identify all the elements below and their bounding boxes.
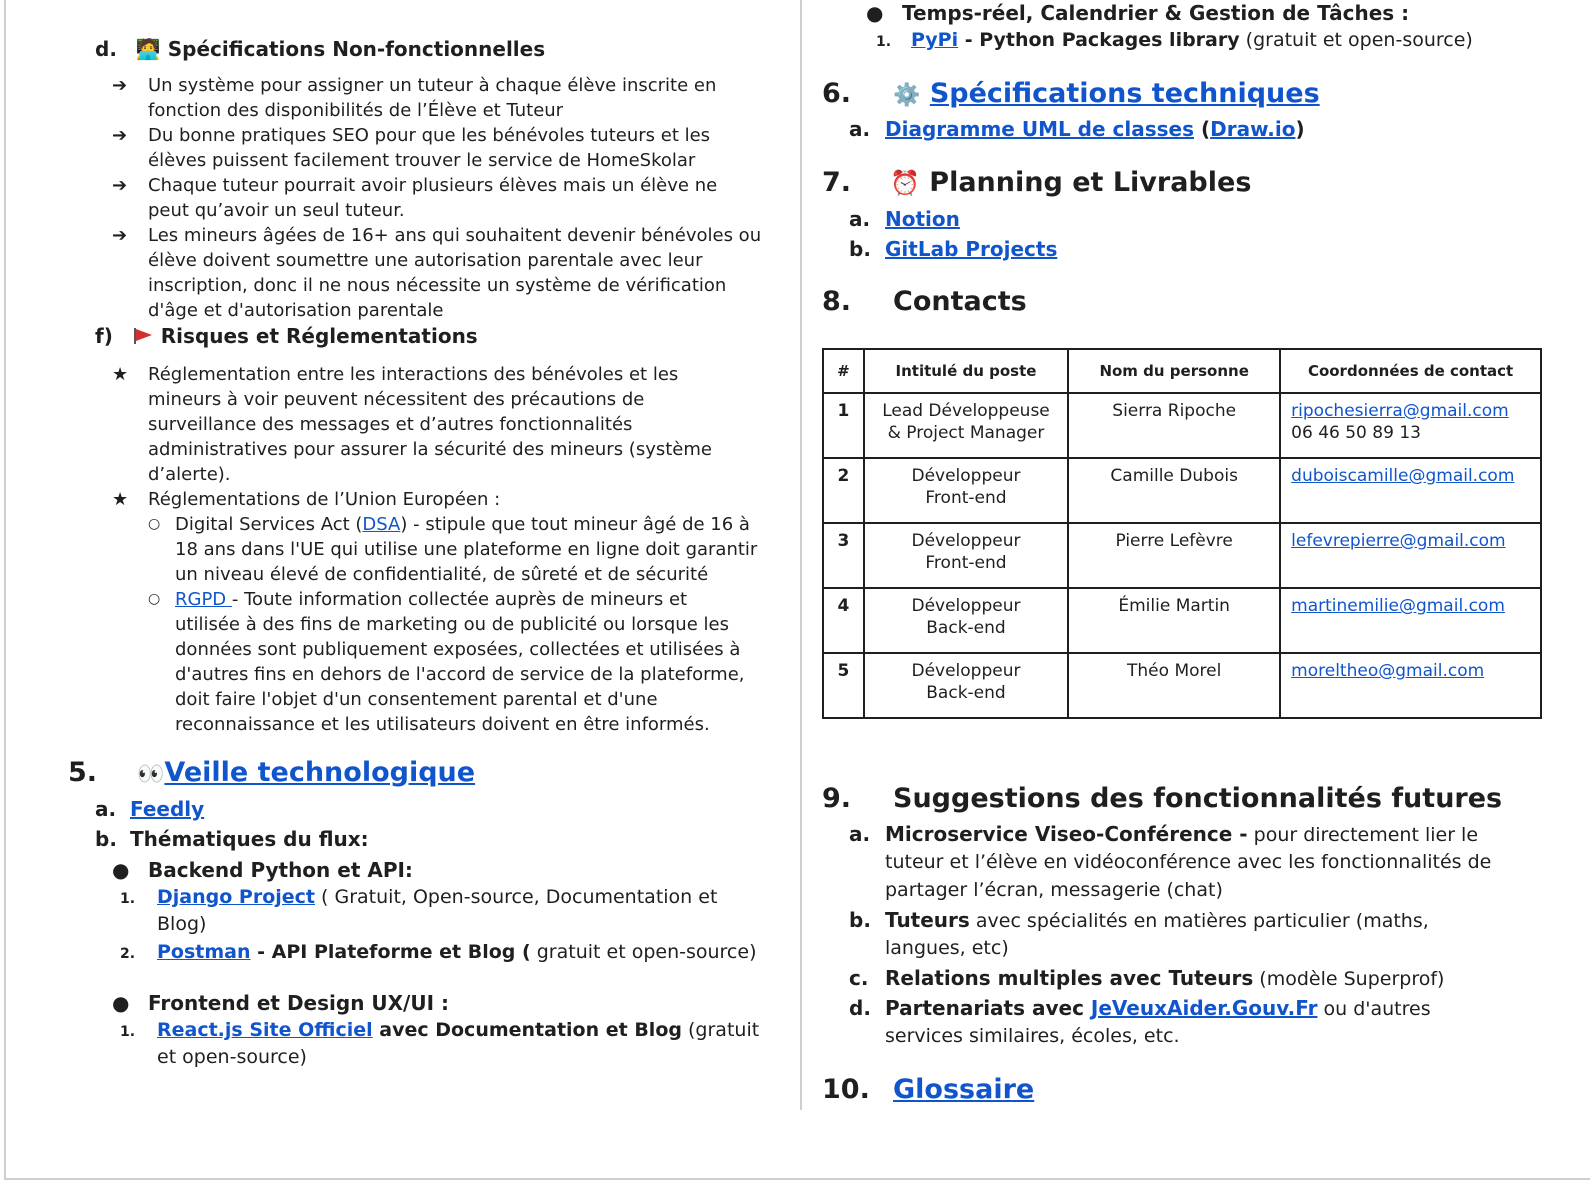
dsa-line-1: Digital Services Act (DSA) - stipule que tout mineur âgé de 16 à <box>175 514 750 535</box>
table-row <box>823 523 1541 588</box>
section-7-number: 7. <box>822 167 852 198</box>
circle-bullet-icon: ○ <box>148 591 161 607</box>
s7-b-marker: b. <box>849 237 871 261</box>
list-number-1: 1. <box>120 891 136 907</box>
role-cell: Développeur Front-end <box>864 458 1068 523</box>
rgpd-line-2: utilisée à des fins de marketing ou de publicité ou lorsque les <box>175 614 729 635</box>
email-link[interactable]: duboiscamille@gmail.com <box>1291 466 1515 486</box>
arrow-bullet-icon: ➔ <box>112 125 128 146</box>
nf-item-4-line-1: Les mineurs âgées de 16+ ans qui souhaitent devenir bénévoles ou <box>148 225 762 246</box>
contact-cell <box>1280 393 1541 458</box>
contact-cell <box>1280 653 1541 718</box>
nf-item-3-line-2: peut qu’avoir un seul tuteur. <box>148 200 405 221</box>
row-number: 5 <box>823 653 864 718</box>
contact-cell <box>1280 458 1541 523</box>
s9-c-marker: c. <box>849 966 869 990</box>
glossaire-link-wrap <box>893 1073 1034 1107</box>
alarm-clock-icon: ⏰ <box>890 169 920 197</box>
feedly-link-wrap <box>130 795 204 823</box>
name-cell: Sierra Ripoche <box>1068 393 1280 458</box>
realtime-title: Temps-réel, Calendrier & Gestion de Tâches : <box>902 1 1410 25</box>
react-line-1: React.js Site Officiel avec Documentation et Blog (gratuit <box>157 1019 760 1041</box>
s6-a-marker: a. <box>849 117 871 141</box>
backend-title: Backend Python et API: <box>148 858 413 882</box>
star-bullet-icon: ★ <box>112 364 129 385</box>
bullet-dot-icon: ● <box>112 991 130 1015</box>
jeveuxaider-link[interactable]: JeVeuxAider.Gouv.Fr <box>1090 996 1318 1020</box>
name-cell: Émilie Martin <box>1068 588 1280 653</box>
star-bullet-icon: ★ <box>112 489 129 510</box>
dsa-link[interactable]: DSA <box>362 514 401 535</box>
s9-a-marker: a. <box>849 822 871 846</box>
rgpd-line-5: doit faire l'objet d'un consentement parental et d'une <box>175 689 658 710</box>
s9-b-line-1: Tuteurs avec spécialités en matières particulier (maths, <box>885 908 1429 932</box>
section-6-heading <box>893 77 1320 113</box>
s9-d-line-2: services similaires, écoles, etc. <box>885 1025 1180 1047</box>
page-border-left <box>4 0 6 1180</box>
django-link[interactable]: Django Project <box>157 886 315 908</box>
list-number-2: 2. <box>120 946 136 962</box>
s9-a-line-3: partager l’écran, messagerie (chat) <box>885 879 1223 901</box>
email-link[interactable]: martinemilie@gmail.com <box>1291 596 1505 616</box>
subsection-f-title: Risques et Réglementations <box>160 324 478 348</box>
page-border-bottom <box>4 1178 1590 1180</box>
arrow-bullet-icon: ➔ <box>112 175 128 196</box>
s9-c-line: Relations multiples avec Tuteurs (modèle Superprof) <box>885 966 1445 990</box>
react-line-2: et open-source) <box>157 1046 307 1068</box>
s9-a-line-1: Microservice Viseo-Conférence - pour directement lier le <box>885 822 1479 846</box>
table-row <box>823 393 1541 458</box>
arrow-bullet-icon: ➔ <box>112 75 128 96</box>
row-number: 2 <box>823 458 864 523</box>
section-7-heading <box>890 166 1251 200</box>
arrow-bullet-icon: ➔ <box>112 225 128 246</box>
list-number-1: 1. <box>876 34 892 50</box>
bullet-dot-icon: ● <box>112 858 130 882</box>
s9-d-marker: d. <box>849 996 871 1020</box>
row-number: 4 <box>823 588 864 653</box>
role-cell: Développeur Front-end <box>864 523 1068 588</box>
subsection-d-title: Spécifications Non-fonctionnelles <box>167 37 546 61</box>
nf-item-4-line-3: inscription, donc il ne nous nécessite un système de vérification <box>148 275 727 296</box>
subsection-d-marker: d. <box>95 37 117 61</box>
rgpd-line-4: d'autres fins en dehors de l'accord de service de la plateforme, <box>175 664 745 685</box>
gear-icon: ⚙️ <box>893 83 921 108</box>
email-link[interactable]: ripochesierra@gmail.com <box>1291 401 1509 421</box>
table-row <box>823 458 1541 523</box>
s7-a-marker: a. <box>849 207 871 231</box>
name-cell: Camille Dubois <box>1068 458 1280 523</box>
section-9-title: Suggestions des fonctionnalités futures <box>893 783 1503 814</box>
s5-b-title: Thématiques du flux: <box>130 827 369 851</box>
s9-b-marker: b. <box>849 908 871 932</box>
risk-item-2: Réglementations de l’Union Européen : <box>148 489 501 510</box>
nf-item-4-line-4: d'âge et d'autorisation parentale <box>148 300 444 321</box>
row-number: 1 <box>823 393 864 458</box>
risk-item-1-line-3: surveillance des messages et d’autres fonctionnalités <box>148 414 633 435</box>
subsection-f-marker: f) <box>95 324 113 348</box>
technologist-icon: 🧑‍💻 <box>135 37 161 61</box>
gitlab-projects-link[interactable]: GitLab Projects <box>885 237 1058 261</box>
veille-technologique-link[interactable]: Veille technologique <box>164 757 476 788</box>
list-number-1: 1. <box>120 1024 136 1040</box>
risk-item-1-line-1: Réglementation entre les interactions des bénévoles et les <box>148 364 679 385</box>
uml-diagram-link[interactable]: Diagramme UML de classes <box>885 117 1195 141</box>
specifications-techniques-link[interactable]: Spécifications techniques <box>929 78 1320 109</box>
s9-d-line-1: Partenariats avec JeVeuxAider.Gouv.Fr ou d'autres <box>885 996 1431 1020</box>
rgpd-line-1: RGPD - Toute information collectée auprès de mineurs et <box>175 589 688 610</box>
notion-link-wrap <box>885 205 960 233</box>
pypi-line: PyPi - Python Packages library (gratuit et open-source) <box>911 29 1473 51</box>
name-cell: Théo Morel <box>1068 653 1280 718</box>
email-link[interactable]: lefevrepierre@gmail.com <box>1291 531 1506 551</box>
django-line-1: Django Project ( Gratuit, Open-source, Documentation et <box>157 886 718 908</box>
pypi-link[interactable]: PyPi <box>911 29 959 51</box>
eyes-icon: 👀 <box>137 762 165 787</box>
postman-link[interactable]: Postman <box>157 941 251 963</box>
section-7-title: Planning et Livrables <box>929 167 1252 198</box>
contacts-table <box>822 348 1542 719</box>
subsection-f-heading <box>95 322 478 350</box>
table-header-cell: Intitulé du poste <box>864 349 1068 393</box>
table-row <box>823 653 1541 718</box>
table-header-cell: # <box>823 349 864 393</box>
section-8-number: 8. <box>822 286 852 317</box>
dsa-line-2: 18 ans dans l'UE qui utilise une plateforme en ligne doit garantir <box>175 539 758 560</box>
nf-item-1-line-1: Un système pour assigner un tuteur à chaque élève inscrite en <box>148 75 717 96</box>
drawio-link[interactable]: Draw.io <box>1210 117 1296 141</box>
row-number: 3 <box>823 523 864 588</box>
s5-a-marker: a. <box>95 797 117 821</box>
nf-item-3-line-1: Chaque tuteur pourrait avoir plusieurs élèves mais un élève ne <box>148 175 718 196</box>
column-divider <box>800 0 802 1110</box>
role-cell: Lead Développeuse & Project Manager <box>864 393 1068 458</box>
contact-cell <box>1280 523 1541 588</box>
django-line-2: Blog) <box>157 913 207 935</box>
risk-item-1-line-2: mineurs à voir peuvent nécessitent des précautions de <box>148 389 645 410</box>
rgpd-line-6: reconnaissance et les utilisateurs doivent en être informés. <box>175 714 710 735</box>
gitlab-link-wrap <box>885 235 1057 263</box>
table-header-row <box>823 349 1541 393</box>
s5-b-marker: b. <box>95 827 117 851</box>
nf-item-2-line-2: élèves puissent facilement trouver le service de HomeSkolar <box>148 150 696 171</box>
s9-a-line-2: tuteur et l’élève en vidéoconférence avec les fonctionnalités de <box>885 851 1492 873</box>
red-flag-icon <box>132 327 154 345</box>
rgpd-line-3: données sont publiquement exposées, collectées et utilisées à <box>175 639 741 660</box>
table-row <box>823 588 1541 653</box>
subsection-d-heading <box>95 35 545 63</box>
nf-item-4-line-2: élève doivent soumettre une autorisation parentale avec leur <box>148 250 703 271</box>
phone-number: 06 46 50 89 13 <box>1291 423 1421 443</box>
feedly-link[interactable]: Feedly <box>130 797 205 821</box>
uml-line: Diagramme UML de classes (Draw.io) <box>885 117 1305 141</box>
glossaire-link[interactable]: Glossaire <box>893 1074 1035 1105</box>
frontend-title: Frontend et Design UX/UI : <box>148 991 450 1015</box>
react-link[interactable]: React.js Site Officiel <box>157 1019 373 1041</box>
role-cell: Développeur Back-end <box>864 588 1068 653</box>
section-5-number: 5. <box>68 757 98 788</box>
rgpd-link[interactable]: RGPD <box>175 589 232 610</box>
role-cell: Développeur Back-end <box>864 653 1068 718</box>
contact-cell <box>1280 588 1541 653</box>
dsa-line-3: un niveau élevé de confidentialité, de sûreté et de sécurité <box>175 564 709 585</box>
nf-item-1-line-2: fonction des disponibilités de l’Élève et Tuteur <box>148 100 564 121</box>
notion-link[interactable]: Notion <box>885 207 960 231</box>
table-header-cell: Nom du personne <box>1068 349 1280 393</box>
bullet-dot-icon: ● <box>866 1 884 25</box>
table-header-cell: Coordonnées de contact <box>1280 349 1541 393</box>
section-8-title: Contacts <box>893 286 1027 317</box>
risk-item-1-line-4: administratives pour assurer la sécurité des mineurs (système <box>148 439 712 460</box>
section-10-number: 10. <box>822 1074 870 1105</box>
circle-bullet-icon: ○ <box>148 516 161 532</box>
email-link[interactable]: moreltheo@gmail.com <box>1291 661 1485 681</box>
name-cell: Pierre Lefèvre <box>1068 523 1280 588</box>
section-5-heading <box>137 756 475 792</box>
section-9-number: 9. <box>822 783 852 814</box>
postman-line: Postman - API Plateforme et Blog ( gratuit et open-source) <box>157 941 757 963</box>
nf-item-2-line-1: Du bonne pratiques SEO pour que les bénévoles tuteurs et les <box>148 125 711 146</box>
s9-b-line-2: langues, etc) <box>885 937 1009 959</box>
risk-item-1-line-5: d’alerte). <box>148 464 231 485</box>
section-6-number: 6. <box>822 78 852 109</box>
